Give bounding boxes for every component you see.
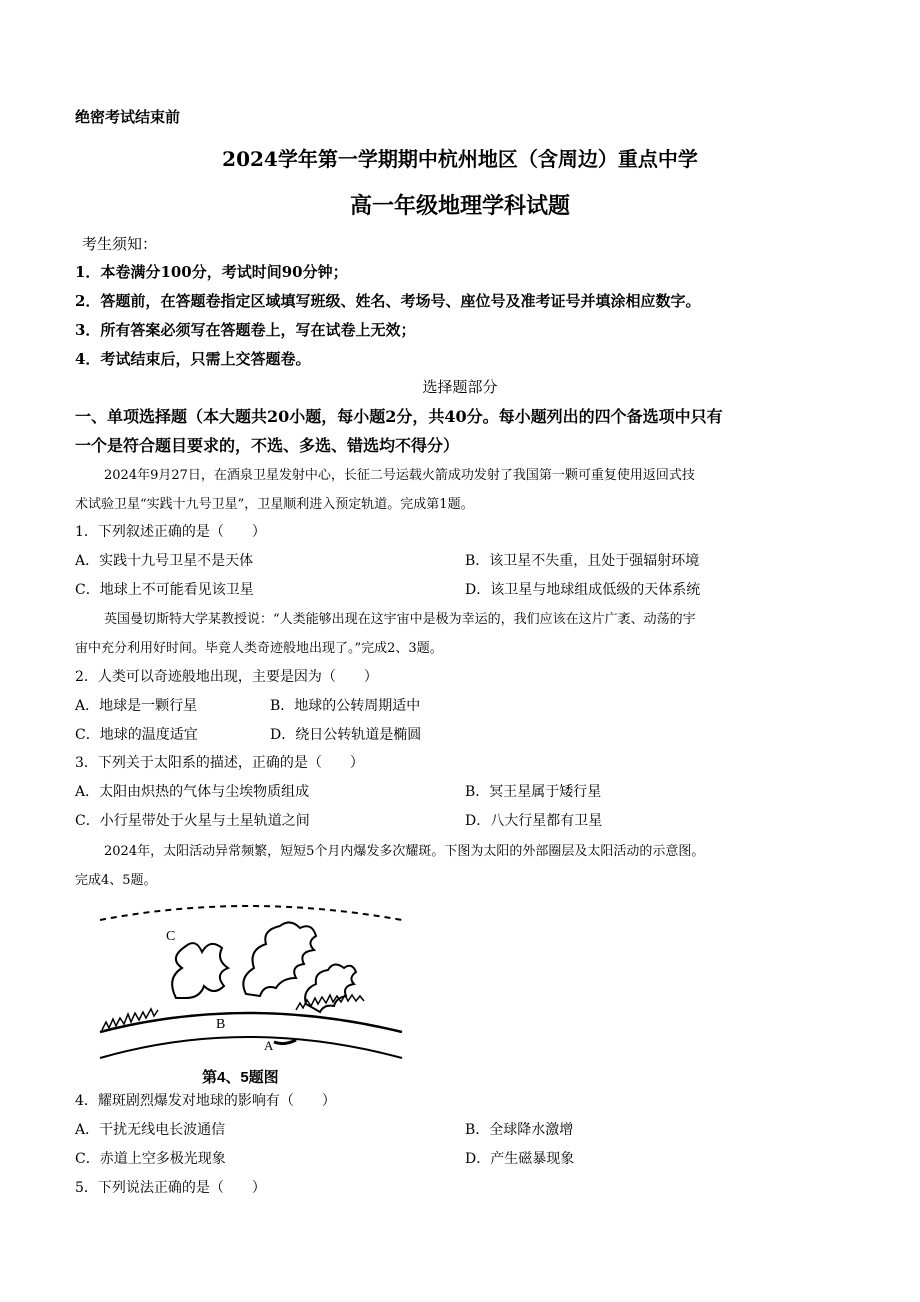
q1-stem: 1．下列叙述正确的是（ ） bbox=[75, 524, 266, 540]
sun-atmosphere-figure bbox=[96, 898, 406, 1086]
q4-option-d: D．产生磁暴现象 bbox=[465, 1151, 575, 1167]
notice-item-2: 2．答题前，在答题卷指定区域填写班级、姓名、考场号、座位号及准考证号并填涂相应数字。 bbox=[75, 292, 701, 310]
exam-title-line1: 2024学年第一学期期中杭州地区（含周边）重点中学 bbox=[222, 147, 698, 171]
passage3-line2: 完成4、5题。 bbox=[75, 873, 157, 888]
q3-stem: 3．下列关于太阳系的描述，正确的是（ ） bbox=[75, 755, 364, 771]
notice-heading: 考生须知： bbox=[82, 235, 158, 253]
q2-stem: 2．人类可以奇迹般地出现，主要是因为（ ） bbox=[75, 669, 378, 685]
q2-option-b: B．地球的公转周期适中 bbox=[270, 698, 421, 714]
q3-option-b: B．冥王星属于矮行星 bbox=[465, 784, 602, 800]
passage3-line1: 2024年，太阳活动异常频繁，短短5个月内爆发多次耀斑。下图为太阳的外部圈层及太阳活动的示意图。 bbox=[104, 844, 705, 859]
part1-heading-line1: 一、单项选择题（本大题共20小题，每小题2分，共40分。每小题列出的四个备选项中只有 bbox=[75, 407, 723, 426]
photosphere-arc bbox=[100, 1037, 402, 1058]
q2-option-c: C．地球的温度适宜 bbox=[75, 727, 198, 743]
sunspot-mark bbox=[274, 1040, 296, 1044]
q3-option-a: A．太阳由炽热的气体与尘埃物质组成 bbox=[75, 784, 310, 800]
passage1-line1: 2024年9月27日，在酒泉卫星发射中心，长征二号运载火箭成功发射了我国第一颗可重复使用返回式技 bbox=[104, 468, 695, 483]
part1-heading-line2: 一个是符合题目要求的，不选、多选、错选均不得分） bbox=[75, 436, 460, 455]
q2-option-a: A．地球是一颗行星 bbox=[75, 698, 198, 714]
q1-option-b: B．该卫星不失重，且处于强辐射环境 bbox=[465, 553, 700, 569]
sun-layers-diagram bbox=[96, 898, 406, 1086]
q5-stem: 5．下列说法正确的是（ ） bbox=[75, 1180, 266, 1196]
figure-caption: 第4、5题图 bbox=[202, 1069, 279, 1086]
passage2-line1: 英国曼切斯特大学某教授说：“人类能够出现在这宇宙中是极为幸运的，我们应该在这片广袤、动荡的宇 bbox=[104, 612, 696, 627]
confidential-mark: 绝密考试结束前 bbox=[75, 108, 181, 126]
q2-option-d: D．绕日公转轨道是椭圆 bbox=[270, 727, 422, 743]
q3-option-d: D．八大行星都有卫星 bbox=[465, 813, 603, 829]
notice-item-4: 4．考试结束后，只需上交答题卷。 bbox=[75, 350, 311, 368]
q4-stem: 4．耀斑剧烈爆发对地球的影响有（ ） bbox=[75, 1093, 336, 1109]
notice-item-3: 3．所有答案必须写在答题卷上，写在试卷上无效； bbox=[75, 321, 416, 339]
q4-option-c: C．赤道上空多极光现象 bbox=[75, 1151, 226, 1167]
exam-title-line2: 高一年级地理学科试题 bbox=[349, 194, 570, 219]
label-c: C bbox=[166, 929, 176, 944]
q3-option-c: C．小行星带处于火星与土星轨道之间 bbox=[75, 813, 310, 829]
section-title: 选择题部分 bbox=[422, 378, 498, 396]
prominence-left bbox=[172, 943, 228, 998]
prominence-center bbox=[243, 922, 316, 996]
q1-option-a: A．实践十九号卫星不是天体 bbox=[75, 553, 254, 569]
q1-option-c: C．地球上不可能看见该卫星 bbox=[75, 582, 254, 598]
label-b: B bbox=[216, 1017, 226, 1032]
passage1-line2: 术试验卫星“实践十九号卫星”，卫星顺利进入预定轨道。完成第1题。 bbox=[75, 497, 474, 512]
label-a: A bbox=[264, 1038, 274, 1053]
notice-item-1: 1．本卷满分100分，考试时间90分钟； bbox=[75, 263, 348, 281]
q4-option-a: A．干扰无线电长波通信 bbox=[75, 1122, 226, 1138]
corona-boundary bbox=[100, 906, 402, 920]
passage2-line2: 宙中充分利用好时间。毕竟人类奇迹般地出现了。”完成2、3题。 bbox=[75, 641, 443, 656]
prominence-right bbox=[305, 964, 356, 1012]
q4-option-b: B．全球降水激增 bbox=[465, 1122, 574, 1138]
q1-option-d: D．该卫星与地球组成低级的天体系统 bbox=[465, 582, 701, 598]
